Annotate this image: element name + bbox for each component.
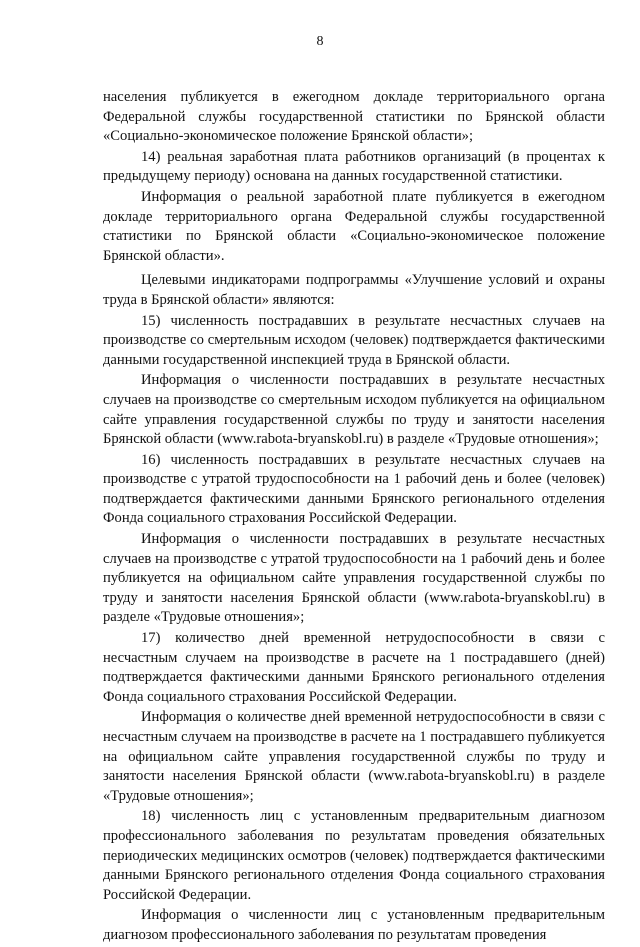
- paragraph-item-15: 15) численность пострадавших в результате несчастных случаев на производстве со смертельным исходом (человек) подтверждается фактическими данными государственной инспекцией труда в Брянской области.: [103, 312, 605, 368]
- paragraph-item-18: 18) численность лиц с установленным предварительным диагнозом профессионального заболевания по результатам проведения обязательных периодических медицинских осмотров (человек) подтверждается фактическими данными Брянского регионального отделения Фонда социального страхования Российской Федерации.: [103, 808, 605, 903]
- paragraph-item-15-info: Информация о численности пострадавших в результате несчастных случаев на производстве со смертельным исходом публикуется на официальном сайте управления государственной службы по труду и занятости населения Брянской области (www.rabota-bryanskobl.ru) в разделе «Трудовые отношения»;: [103, 372, 605, 448]
- paragraph-item-18-info: Информация о численности лиц с установленным предварительным диагнозом профессионального заболевания по результатам проведения: [103, 907, 605, 943]
- page-number: 8: [316, 34, 324, 49]
- paragraph-item-14: 14) реальная заработная плата работников организаций (в процентах к предыдущему периоду) основана на данных государственной статистики.: [103, 148, 605, 185]
- paragraph-item-16: 16) численность пострадавших в результате несчастных случаев на производстве с утратой трудоспособности на 1 рабочий день и более (человек) подтверждается фактическими данными Брянского регионального отделения Фонда социального страхования Российской Федерации.: [103, 451, 605, 527]
- paragraph-item-16-info: Информация о численности пострадавших в результате несчастных случаев на производстве с утратой трудоспособности на 1 рабочий день и более публикуется на официальном сайте управления государственной службы по труду и занятости населения Брянской области (www.rabota-bryanskobl.ru) в разделе «Трудовые отношения»;: [103, 531, 605, 626]
- paragraph-item-17-info: Информация о количестве дней временной нетрудоспособности в связи с несчастным случаем на производстве в расчете на 1 пострадавшего публикуется на официальном сайте управления государственной службы по труду и занятости населения Брянской области (www.rabota-bryanskobl.ru) в разделе «Трудовые отношения»;: [103, 709, 605, 804]
- paragraph-target-indicators: Целевыми индикаторами подпрограммы «Улучшение условий и охраны труда в Брянской области» являются:: [103, 272, 605, 308]
- paragraph-real-wage-info: Информация о реальной заработной плате публикуется в ежегодном докладе территориального органа Федеральной службы государственной статистики по Брянской области «Социально-экономическое положение Брянской области».: [103, 188, 605, 264]
- paragraph-continuation: населения публикуется в ежегодном докладе территориального органа Федеральной службы государственной статистики по Брянской области «Социально-экономическое положение Брянской области»;: [103, 89, 605, 145]
- document-body: [103, 88, 605, 947]
- paragraph-item-17: 17) количество дней временной нетрудоспособности в связи с несчастным случаем на производстве в расчете на 1 пострадавшего (дней) подтверждается фактическими данными Брянского регионального отделения Фонда социального страхования Российской Федерации.: [103, 630, 605, 705]
